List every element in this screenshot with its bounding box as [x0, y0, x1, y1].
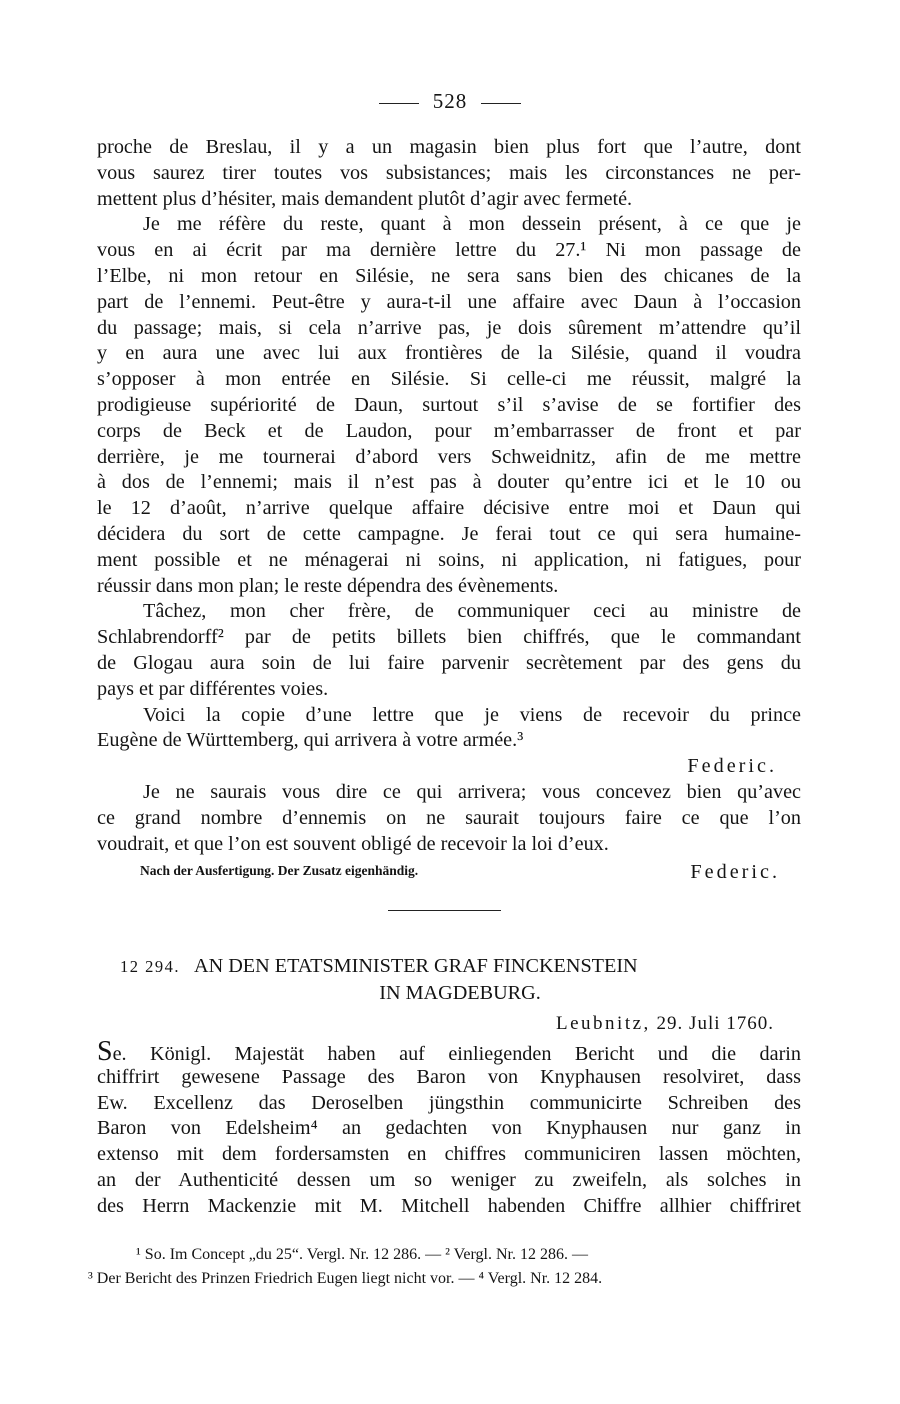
text-line: réussir dans mon plan; le reste dépendra des évènements. — [97, 574, 559, 597]
text-line: vous en ai écrit par ma dernière lettre du 27.¹ Ni mon passage de — [97, 239, 801, 262]
letter-body — [97, 135, 801, 857]
text-line: derrière, je me tournerai d’abord vers Schweidnitz, afin de me mettre — [97, 445, 801, 468]
text-line: extenso mit dem fordersamsten en chiffres communiciren lassen möchten, — [97, 1143, 801, 1166]
text-line: part de l’ennemi. Peut-être y aura-t-il une affaire avec Daun à l’occasion — [97, 290, 801, 313]
text-line: an der Authenticité dessen um so weniger zu zweifeln, als solches in — [97, 1168, 801, 1191]
document-number: 12 294. — [120, 957, 180, 976]
text-line: des Herrn Mackenzie mit M. Mitchell habenden Chiffre allhier chiffriret — [97, 1194, 801, 1217]
page-header — [0, 88, 900, 114]
text-line: Schlabrendorff² par de petits billets bien chiffrés, que le commandant — [97, 626, 801, 649]
text-line: du passage; mais, si cela n’arrive pas, je dois sûrement m’attendre qu’il — [97, 316, 801, 339]
date: 29. Juli 1760. — [656, 1013, 774, 1034]
signature: Federic. — [687, 755, 777, 778]
footnotes — [88, 1243, 808, 1291]
text-line: y en aura une avec lui aux frontières de la Silésie, quand il voudra — [97, 342, 801, 365]
text-line: Je me réfère du reste, quant à mon dessein présent, à ce que je — [143, 213, 801, 236]
source-note: Nach der Ausfertigung. Der Zusatz eigenhändig. — [140, 863, 419, 878]
header-dash-left — [379, 103, 419, 104]
text-line: s’opposer à mon entrée en Silésie. Si celle-ci me réussit, malgré la — [97, 368, 801, 391]
text-line: Voici la copie d’une lettre que je viens de recevoir du prince — [143, 703, 801, 726]
signature: Federic. — [690, 861, 780, 883]
section-divider — [388, 910, 501, 911]
source-note-row — [140, 861, 780, 885]
text-line: ce grand nombre d’ennemis on ne saurait toujours faire ce que l’on — [97, 806, 801, 829]
document-body — [97, 1036, 801, 1220]
text-line: Je ne saurais vous dire ce qui arrivera; vous concevez bien qu’avec — [143, 780, 801, 803]
document-title: AN DEN ETATSMINISTER GRAF FINCKENSTEIN — [194, 955, 638, 977]
text-line: décidera du sort de cette campagne. Je ferai tout ce qui sera humaine- — [97, 522, 801, 545]
text-line: Eugène de Württemberg, qui arrivera à votre armée.³ — [97, 729, 524, 752]
text-line: le 12 d’août, n’arrive quelque affaire décisive entre moi et Daun qui — [97, 497, 801, 520]
text-line: proche de Breslau, il y a un magasin bien plus fort que l’autre, dont — [97, 136, 801, 158]
text-line: ment possible et ne ménagerai ni soins, ni application, ni fatigues, pour — [97, 548, 801, 571]
text-line: l’Elbe, ni mon retour en Silésie, ne sera sans bien des chicanes de la — [97, 264, 801, 287]
text-line: corps de Beck et de Laudon, pour m’embarrasser de front et par — [97, 419, 801, 442]
header-dash-right — [481, 103, 521, 104]
page-number: 528 — [432, 89, 468, 113]
first-line-text: e. Königl. Majestät haben auf einliegenden Bericht und die darin — [112, 1043, 801, 1065]
signature-line — [97, 754, 801, 780]
text-line: mettent plus d’hésiter, mais demandent plutôt d’agir avec fermeté. — [97, 187, 633, 210]
dateline — [97, 1011, 774, 1037]
text-line — [97, 1036, 801, 1067]
text-line: pays et par différentes voies. — [97, 677, 329, 700]
document-heading — [120, 953, 780, 1006]
text-line: de Glogau aura soin de lui faire parvenir secrètement par des gens du — [97, 651, 801, 674]
text-line: vous saurez tirer toutes vos subsistances; mais les circonstances ne per- — [97, 161, 801, 184]
footnote-line: ³ Der Bericht des Prinzen Friedrich Eugen liegt nicht vor. — ⁴ Vergl. Nr. 12 284. — [88, 1270, 603, 1287]
text-line: prodigieuse supériorité de Daun, surtout s’il s’avise de se fortifier des — [97, 393, 801, 416]
text-line: Tâchez, mon cher frère, de communiquer ceci au ministre de — [143, 600, 801, 623]
footnote-line: ¹ So. Im Concept „du 25“. Vergl. Nr. 12 286. — ² Vergl. Nr. 12 286. — — [136, 1246, 588, 1263]
place: Leubnitz, — [556, 1013, 651, 1034]
text-line: voudrait, et que l’on est souvent obligé de recevoir la loi d’eux. — [97, 832, 609, 855]
text-line: Ew. Excellenz das Deroselben jüngsthin communicirte Schreiben des — [97, 1091, 801, 1114]
text-line: Baron von Edelsheim⁴ an gedachten von Knyphausen nur ganz in — [97, 1117, 801, 1140]
text-line: chiffrirt gewesene Passage des Baron von Knyphausen resolviret, dass — [97, 1065, 801, 1088]
document-title-continued: IN MAGDEBURG. — [379, 982, 541, 1004]
initial-letter: S — [97, 1036, 113, 1067]
text-line: à dos de l’ennemi; mais il n’est pas à douter qu’entre ici et le 10 ou — [97, 471, 801, 494]
